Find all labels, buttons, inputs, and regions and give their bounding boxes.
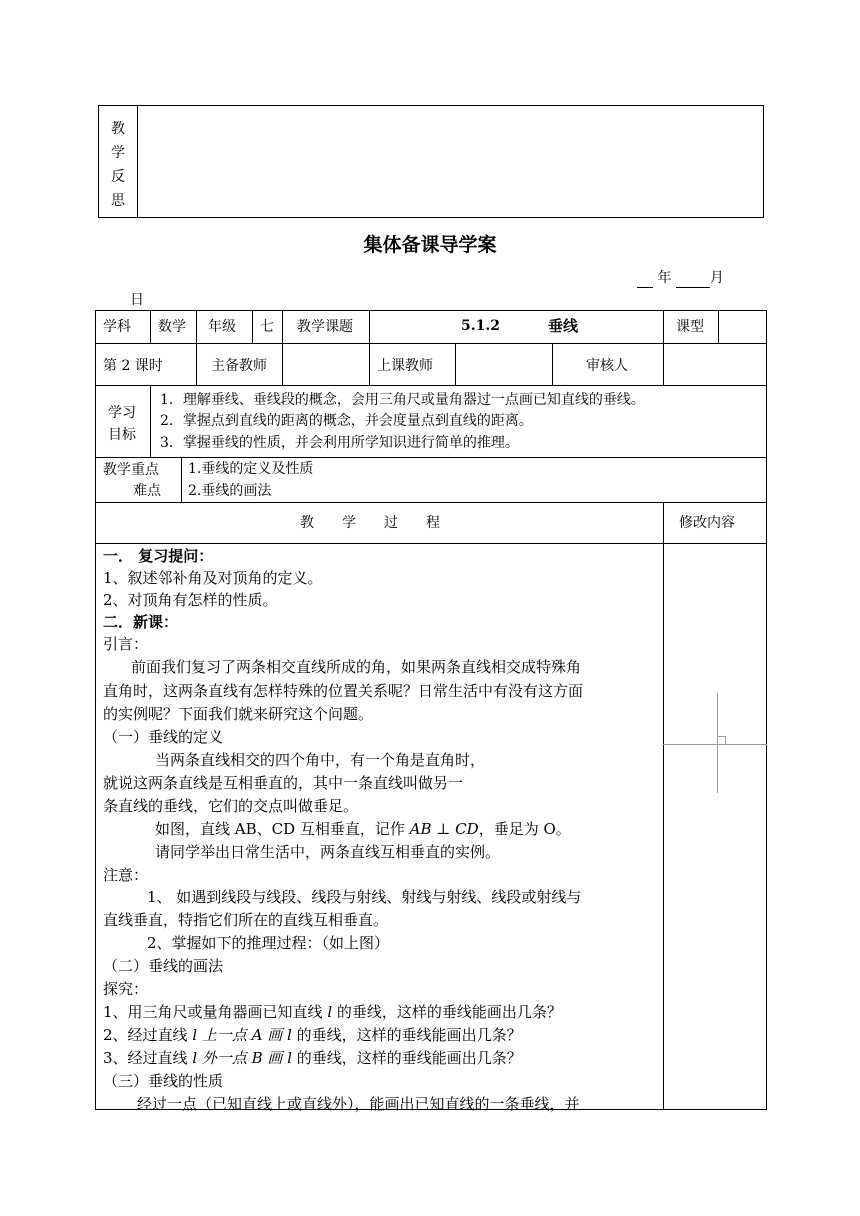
date-line: 年 月	[637, 268, 724, 288]
subsection-property: （三）垂线的性质	[103, 1072, 224, 1090]
intro-line-2: 直角时，这两条直线有怎样特殊的位置关系呢？日常生活中有没有这方面	[103, 682, 584, 700]
section-review: 一． 复习提问：	[103, 547, 214, 565]
subject-value: 数学	[158, 319, 186, 335]
objective-1: 1．理解垂线、垂线段的概念，会用三角尺或量角器过一点画已知直线的垂线。	[160, 392, 645, 408]
document-title: 集体备课导学案	[363, 234, 497, 256]
topic-label: 教学课题	[297, 319, 353, 335]
review-q2: 2、对顶角有怎样的性质。	[103, 591, 278, 609]
objective-3: 3．掌握垂线的性质，并会利用所学知识进行简单的推理。	[160, 435, 519, 451]
property-line: 经过一点（已知直线上或直线外），能画出已知直线的一条垂线，并	[137, 1095, 580, 1113]
note-1-line-2: 直线垂直，特指它们所在的直线互相垂直。	[103, 911, 389, 929]
intro-line-3: 的实例呢？下面我们就来研究这个问题。	[103, 705, 374, 723]
grade-label: 年级	[208, 319, 236, 335]
reflection-box	[98, 105, 764, 218]
grade-value: 七	[260, 319, 274, 335]
reflection-label: 教 学 反 思	[111, 121, 125, 209]
definition-line-3: 条直线的垂线，它们的交点叫做垂足。	[103, 797, 359, 815]
lesson-number: 第 2 课时	[103, 358, 163, 374]
lead-teacher-label: 主备教师	[211, 358, 267, 374]
example-line: 如图，直线 AB、CD 互相垂直，记作 AB ⊥ CD，垂足为 O。	[155, 820, 571, 838]
objectives-label: 学习 目标	[108, 405, 136, 443]
explore-label: 探究：	[103, 980, 149, 998]
explore-1: 1、用三角尺或量角器画已知直线 l 的垂线，这样的垂线能画出几条？	[103, 1003, 562, 1021]
subsection-drawing: （二）垂线的画法	[103, 957, 224, 975]
topic-number: 5.1.2	[461, 318, 500, 334]
process-title: 教 学 过 程	[300, 515, 440, 531]
class-teacher-label: 上课教师	[377, 358, 433, 374]
reflection-divider	[137, 105, 138, 218]
subject-label: 学科	[103, 319, 131, 335]
keypoint-1: 1.垂线的定义及性质	[188, 461, 314, 477]
keypoints-label-1: 教学重点	[103, 462, 159, 478]
keypoint-2: 2.垂线的画法	[188, 483, 272, 499]
note-label: 注意：	[103, 866, 149, 884]
note-1-line-1: 1、 如遇到线段与线段、线段与射线、射线与射线、线段或射线与	[147, 888, 582, 906]
reviewer-label: 审核人	[586, 358, 628, 374]
ask-line: 请同学举出日常生活中，两条直线互相垂直的实例。	[155, 843, 501, 861]
subsection-definition: （一）垂线的定义	[103, 728, 224, 746]
perpendicular-formula: AB ⊥ CD	[409, 820, 479, 838]
definition-line-1: 当两条直线相交的四个角中，有一个角是直角时，	[155, 751, 486, 769]
modify-content-label: 修改内容	[679, 515, 735, 531]
note-2: 2、掌握如下的推理过程：（如上图）	[147, 934, 390, 952]
lesson-type-label: 课型	[676, 319, 704, 335]
explore-2: 2、经过直线 l 上一点 A 画 l 的垂线，这样的垂线能画出几条？	[103, 1026, 522, 1044]
keypoints-label-2: 难点	[133, 483, 161, 499]
intro-label: 引言：	[103, 635, 149, 653]
date-day: 日	[130, 292, 144, 308]
definition-line-2: 就说这两条直线是互相垂直的，其中一条直线叫做另一	[103, 774, 464, 792]
intro-line-1: 前面我们复习了两条相交直线所成的角，如果两条直线相交成特殊角	[131, 658, 582, 676]
review-q1: 1、叙述邻补角及对顶角的定义。	[103, 569, 323, 587]
objective-2: 2．掌握点到直线的距离的概念，并会度量点到直线的距离。	[160, 413, 533, 429]
section-new: 二．新课：	[103, 613, 179, 631]
topic-name: 垂线	[548, 317, 579, 335]
explore-3: 3、经过直线 l 外一点 B 画 l 的垂线，这样的垂线能画出几条？	[103, 1049, 522, 1067]
